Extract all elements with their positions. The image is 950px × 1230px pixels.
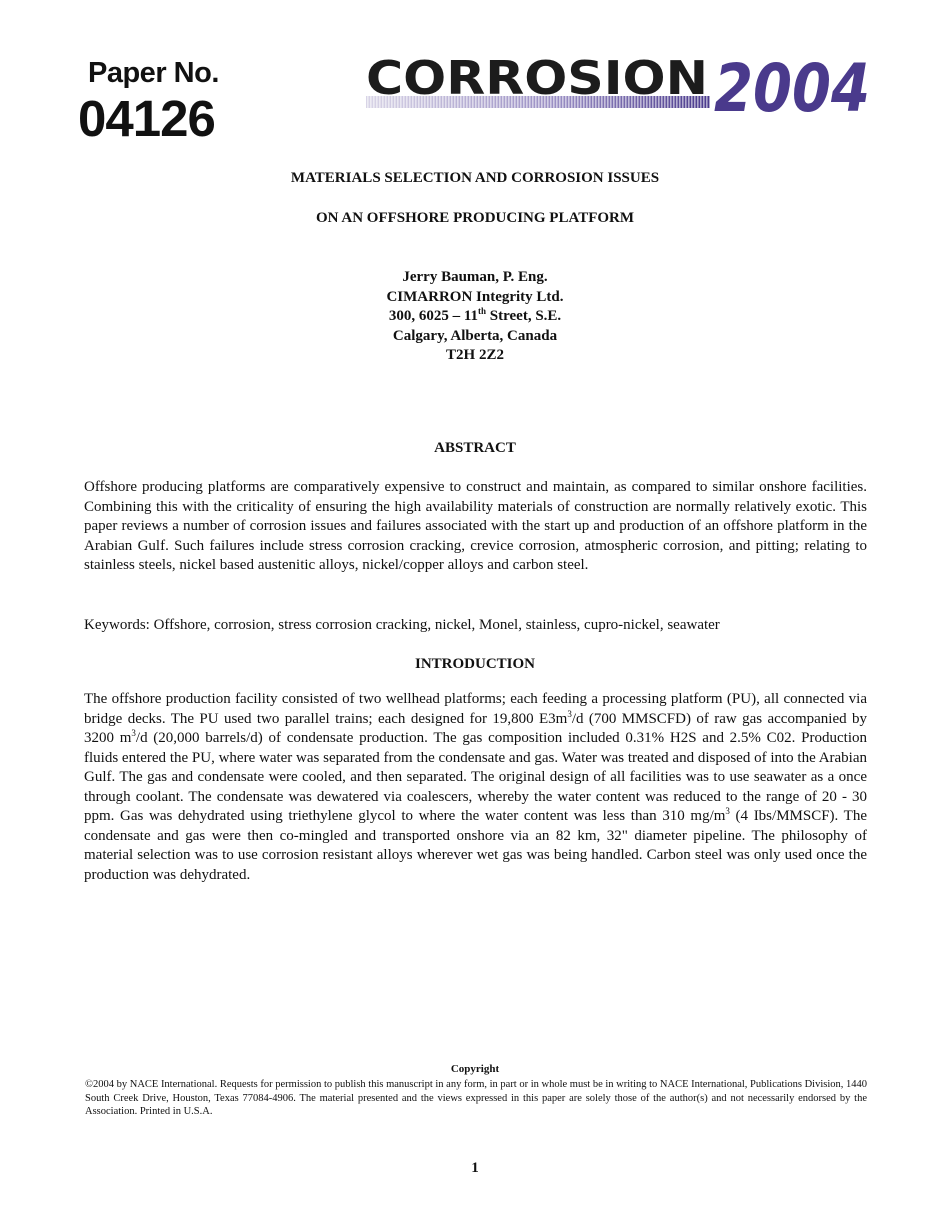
paper-label: Paper No. [88, 57, 219, 89]
page-number: 1 [471, 1160, 479, 1176]
author-postal-code: T2H 2Z2 [446, 347, 504, 363]
paper-title-line-1: MATERIALS SELECTION AND CORROSION ISSUES [290, 170, 660, 186]
author-city: Calgary, Alberta, Canada [392, 327, 558, 344]
address-prefix: 300, 6025 – 11 [388, 308, 479, 324]
intro-superscript-1: 3 [567, 708, 572, 719]
copyright-text: ©2004 by NACE International. Requests for permission to publish this manuscript in any form, in part or in whole must be in writing to NACE International, Publications Division, 1440 South Creek Drive, Houston, Texas 77084-4906. The material presented and the views expressed in this paper are solely those of the author(s) and not necessarily endorsed by the Association. Printed in U.S.A. [85, 1079, 867, 1117]
corrosion-2004-logo [364, 50, 874, 127]
author-block [0, 268, 950, 366]
author-name: Jerry Bauman, P. Eng. [402, 269, 548, 285]
intro-text-1: The offshore production facility consisted of two wellhead platforms; each feeding a processing platform (PU), all connected via bridge decks. The PU used two parallel trains; each designed for 19,800 E3m [84, 691, 867, 727]
logo-word: CORROSION [366, 51, 708, 105]
abstract-paragraph: Offshore producing platforms are comparatively expensive to construct and maintain, as compared to similar onshore facilities. Combining this with the criticality of ensuring the high availability materials of construction are normally relatively exotic. This paper reviews a number of corrosion issues and failures associated with the start up and production of an offshore platform in the Arabian Gulf. Such failures include stress corrosion cracking, crevice corrosion, atmospheric corrosion, and pitting; relating to stainless steels, nickel based austenitic alloys, nickel/copper alloys and carbon steel. [84, 479, 867, 573]
intro-text-4: (4 Ibs/MMSCF). The condensate and gas were then co-mingled and transported onshore via an 82 km, 32" diameter pipeline. The philosophy of material selection was to use corrosion resistant alloys wherever wet gas was being handled. Carbon steel was only used once the production was dehydrated. [84, 808, 867, 883]
paper-title-line-2: ON AN OFFSHORE PRODUCING PLATFORM [315, 210, 635, 226]
introduction-heading: INTRODUCTION [414, 656, 535, 672]
introduction-paragraph [84, 690, 867, 885]
paper-number: 04126 [78, 90, 215, 147]
abstract-heading: ABSTRACT [434, 440, 516, 456]
author-organization: CIMARRON Integrity Ltd. [386, 288, 564, 305]
paper-number-block [78, 56, 248, 148]
intro-text-3: /d (20,000 barrels/d) of condensate production. The gas composition included 0.31% H2S and 2.5% C02. Production fluids entered the PU, where water was separated from the condensate and gas. Water was treated and disposed of into the Arabian Gulf. The gas and condensate were cooled, and then separated. The original design of all facilities was to use seawater as a once through coolant. The condensate was dewatered via coalescers, whereby the water content was reduced to the range of 20 - 30 ppm. Gas was dehydrated using triethylene glycol to where the water content was less than 310 mg/m [84, 730, 867, 824]
keywords-line: Keywords: Offshore, corrosion, stress corrosion cracking, nickel, Monel, stainless, cupro-nickel, seawater [84, 617, 720, 633]
address-suffix: Street, S.E. [486, 308, 562, 324]
address-superscript: th [478, 306, 487, 316]
logo-year: 2004 [714, 50, 870, 127]
intro-text-2: /d (700 MMSCFD) of raw gas accompanied by 3200 m [84, 710, 867, 746]
intro-superscript-3: 3 [725, 806, 730, 816]
intro-superscript-2: 3 [131, 728, 136, 738]
copyright-heading: Copyright [450, 1063, 500, 1075]
author-address [0, 307, 950, 327]
